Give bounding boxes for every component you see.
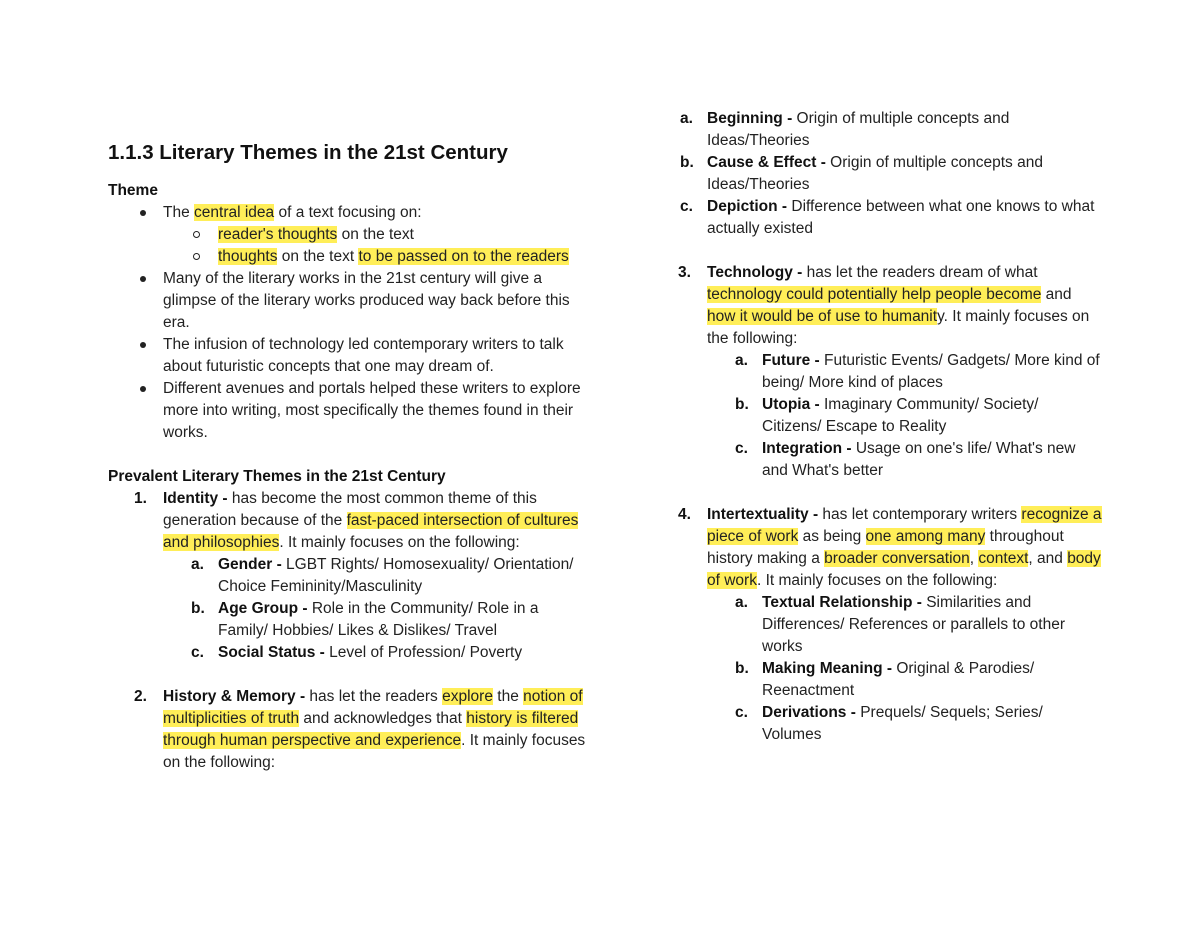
highlight: technology could potentially help people become [707,286,1042,303]
item-number: 2. [134,688,147,705]
highlight: context [978,550,1029,567]
theme-item-history-memory: 2. History & Memory - has let the readers explore the notion of multiplicities of truth and acknowledges that history is filtered through human perspective and experience. It mainly focuses on the following: [134,688,586,771]
sub-item-utopia: b. Utopia - Imaginary Community/ Society/ Citizens/ Escape to Reality [735,396,1039,435]
intertextuality-sub-list [707,592,1102,746]
highlight: broader conversation [824,550,970,567]
theme-bullet-technology: The infusion of technology led contemporary writers to talk about futuristic concepts that one may dream of. [163,334,588,378]
sub-item-depiction: c. Depiction - Difference between what one knows to what actually existed [680,198,1095,237]
sub-item-cause-effect: b. Cause & Effect - Origin of multiple concepts and Ideas/Theories [680,154,1043,193]
sub-item-derivations: c. Derivations - Prequels/ Sequels; Series/ Volumes [735,704,1043,743]
theme-item-intertextuality: 4. Intertextuality - has let contemporary writers recognize a piece of work as being one among many throughout history making a broader conversation, context, and body of work. It mainly focuses on the following: a. Textual Relationship - Similarities and Differences/ References or parallels to other works b. Making Meaning - Original & Parodies/ Reenactment c. Derivations - Prequels/ Sequels; Series/ Volumes [652,504,1102,746]
item-term: History & Memory - [163,688,310,705]
theme-bullet-avenues: Different avenues and portals helped these writers to explore more into writing, most specifically the themes found in their works. [163,378,588,444]
left-column [108,139,588,774]
item-term: Intertextuality - [707,506,823,523]
highlight: history is filtered through human perspective and experience [163,710,579,749]
theme-sub-list [163,224,588,268]
highlight: one among many [865,528,986,545]
theme-sub-thoughts-passed: thoughts on the text to be passed on to the readers [218,246,588,268]
highlight: how it would be of use to humanit [707,308,938,325]
theme-heading: Theme [108,182,158,199]
sub-item-textual-relationship: a. Textual Relationship - Similarities and Differences/ References or parallels to other works [735,594,1065,655]
sub-item-age-group: b. Age Group - Role in the Community/ Role in a Family/ Hobbies/ Likes & Dislikes/ Travel [191,600,539,639]
theme-item-identity: 1. Identity - has become the most common theme of this generation because of the fast-paced intersection of cultures and philosophies. It mainly focuses on the following: a. Gender - LGBT Rights/ Homosexuality/ Orientation/ Choice Femininity/Masculinity b. Age Group - Role in the Community/ Role in a Family/ Hobbies/ Likes & Dislikes/ Travel c. Social Status - Level of Profession/ Poverty [108,488,588,664]
highlight: explore [442,688,493,705]
highlight: to be passed on to the readers [358,248,569,265]
sub-item-beginning: a. Beginning - Origin of multiple concepts and Ideas/Theories [680,110,1010,149]
item-number: 1. [134,490,147,507]
highlight: notion of multiplicities of truth [163,688,583,727]
identity-sub-list [163,554,588,664]
theme-bullet-glimpse: Many of the literary works in the 21st century will give a glimpse of the literary works produced way back before this era. [163,268,588,334]
right-column [652,108,1102,746]
highlight: recognize a piece of work [707,506,1102,545]
item-number: 4. [678,506,691,523]
sub-item-social-status: c. Social Status - Level of Profession/ Poverty [191,644,523,661]
sub-item-future: a. Future - Futuristic Events/ Gadgets/ More kind of being/ More kind of places [735,352,1100,391]
prevalent-heading: Prevalent Literary Themes in the 21st Century [108,468,446,485]
theme-bullet-list [108,202,588,444]
history-sub-list [652,108,1102,240]
theme-bullet-central-idea: The central idea of a text focusing on: reader's thoughts on the text thoughts on the text to be passed on to the readers [163,202,588,268]
item-term: Technology - [707,264,807,281]
technology-sub-list [707,350,1102,482]
highlight: thoughts [218,248,278,265]
sub-item-making-meaning: b. Making Meaning - Original & Parodies/ Reenactment [735,660,1035,699]
theme-item-technology: 3. Technology - has let the readers dream of what technology could potentially help people become and how it would be of use to humanity. It mainly focuses on the following: a. Future - Futuristic Events/ Gadgets/ More kind of being/ More kind of places b. Utopia - Imaginary Community/ Society/ Citizens/ Escape to Reality c. Integration - Usage on one's life/ What's new and What's better [652,262,1102,482]
item-number: 3. [678,264,691,281]
sub-item-integration: c. Integration - Usage on one's life/ What's new and What's better [735,440,1076,479]
item-term: Identity - [163,490,232,507]
highlight: body of work [707,550,1101,589]
page-title: 1.1.3 Literary Themes in the 21st Century [108,141,508,164]
highlight: central idea [194,204,275,221]
theme-sub-readers-thoughts: reader's thoughts on the text [218,224,588,246]
highlight: fast-paced intersection of cultures and philosophies [163,512,579,551]
highlight: reader's thoughts [218,226,338,243]
sub-item-gender: a. Gender - LGBT Rights/ Homosexuality/ Orientation/ Choice Femininity/Masculinity [191,556,574,595]
